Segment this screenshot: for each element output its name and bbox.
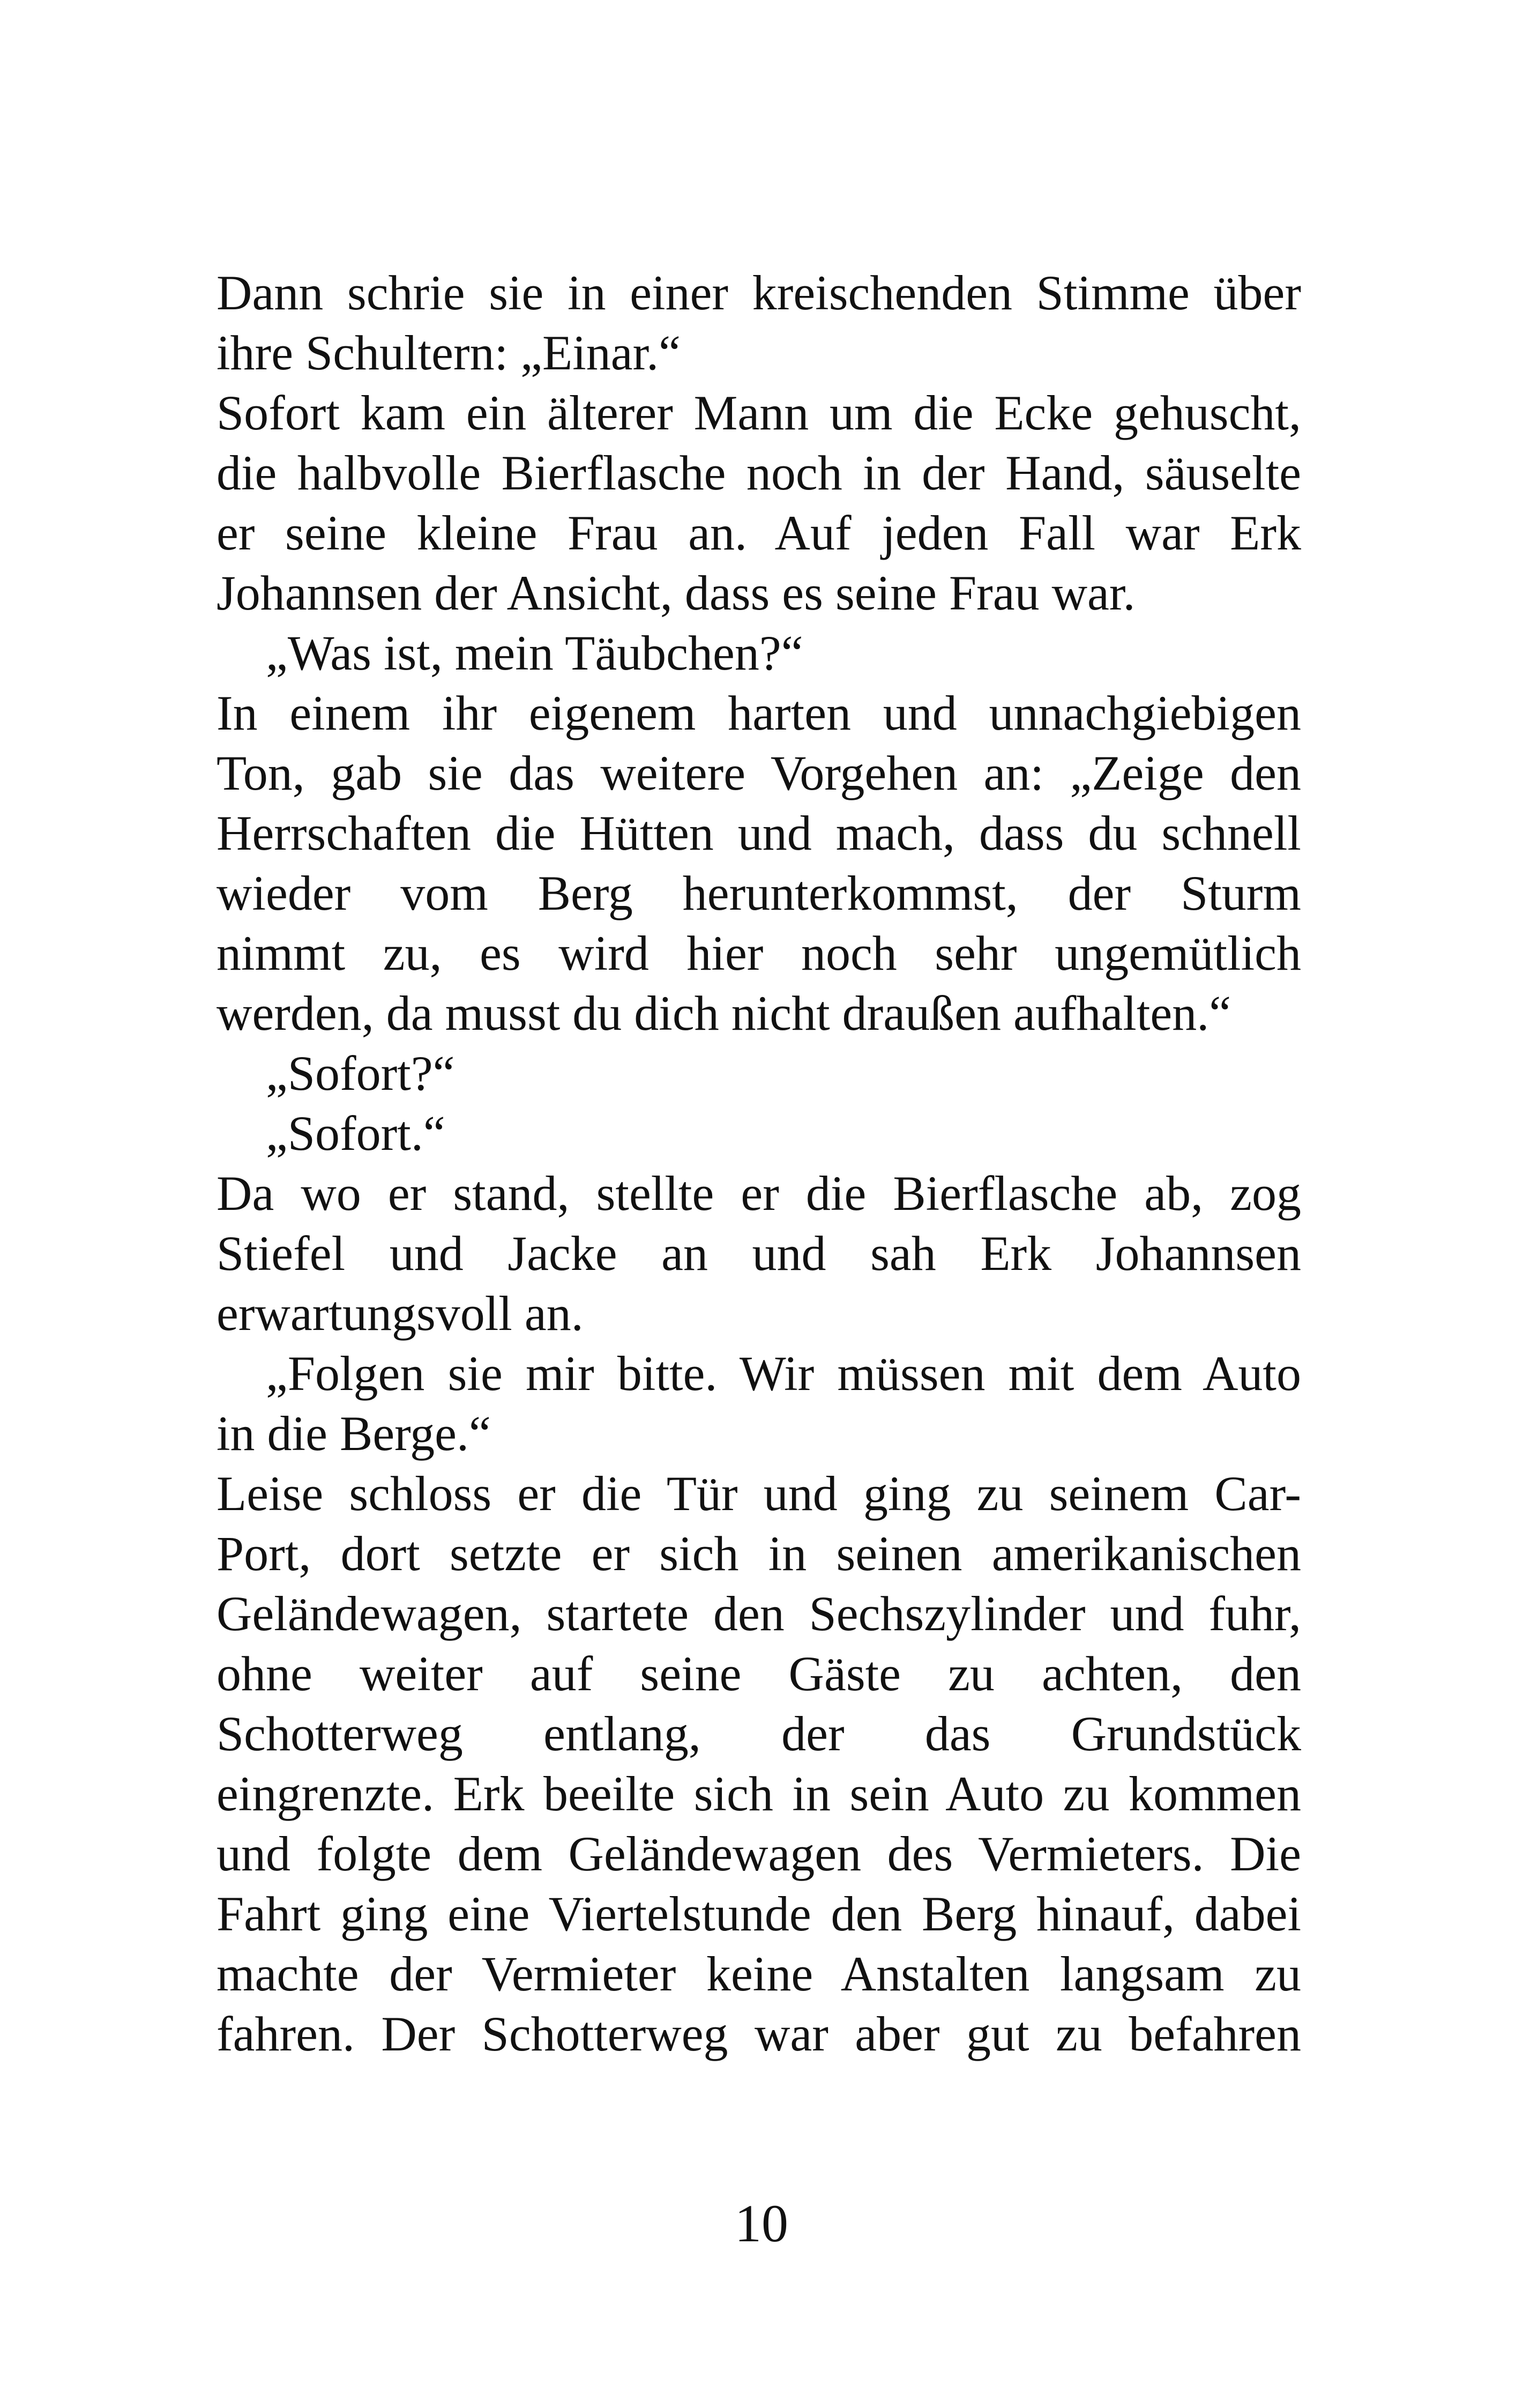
text-line: nimmt zu, es wird hier noch sehr ungemütlich <box>216 926 1301 980</box>
text-line: Geländewagen, startete den Sechszylinder und fuhr, <box>216 1586 1301 1641</box>
text-line: die halbvolle Bierflasche noch in der Hand, säuselte <box>216 445 1301 500</box>
text-line: Port, dort setzte er sich in seinen amerikanischen <box>216 1526 1301 1581</box>
text-line: Dann schrie sie in einer kreischenden Stimme über <box>216 265 1301 320</box>
text-line: „Folgen sie mir bitte. Wir müssen mit dem Auto <box>266 1346 1301 1401</box>
text-line: erwartungsvoll an. <box>216 1286 584 1341</box>
text-line: „Sofort.“ <box>266 1106 445 1161</box>
text-line: werden, da musst du dich nicht draußen aufhalten.“ <box>216 986 1231 1041</box>
text-line: Fahrt ging eine Viertelstunde den Berg hinauf, dabei <box>216 1886 1301 1941</box>
text-line: wieder vom Berg herunterkommst, der Sturm <box>216 866 1301 920</box>
text-line: Leise schloss er die Tür und ging zu seinem Car- <box>216 1466 1301 1521</box>
text-line: machte der Vermieter keine Anstalten langsam zu <box>216 1946 1301 2001</box>
text-line: fahren. Der Schotterweg war aber gut zu befahren <box>216 2006 1301 2061</box>
text-line: „Sofort?“ <box>266 1046 455 1101</box>
text-line: Da wo er stand, stellte er die Bierflasche ab, zog <box>216 1166 1301 1221</box>
text-line: eingrenzte. Erk beeilte sich in sein Auto zu kommen <box>216 1766 1301 1821</box>
text-line: er seine kleine Frau an. Auf jeden Fall war Erk <box>216 506 1301 560</box>
text-line: Schotterweg entlang, der das Grundstück <box>216 1706 1301 1761</box>
text-line: und folgte dem Geländewagen des Vermieters. Die <box>216 1826 1301 1881</box>
body-text <box>216 263 1301 2064</box>
text-line: „Was ist, mein Täubchen?“ <box>266 626 803 680</box>
text-line: Ton, gab sie das weitere Vorgehen an: „Zeige den <box>216 746 1301 800</box>
text-line: Herrschaften die Hütten und mach, dass du schnell <box>216 806 1301 860</box>
page-number: 10 <box>735 2194 788 2253</box>
text-line: Sofort kam ein älterer Mann um die Ecke gehuscht, <box>216 385 1301 440</box>
text-line: ihre Schultern: „Einar.“ <box>216 325 681 380</box>
text-line: in die Berge.“ <box>216 1406 491 1461</box>
text-line: ohne weiter auf seine Gäste zu achten, den <box>216 1646 1301 1701</box>
text-line: In einem ihr eigenem harten und unnachgiebigen <box>216 686 1301 740</box>
text-line: Johannsen der Ansicht, dass es seine Frau war. <box>216 566 1136 620</box>
text-line: Stiefel und Jacke an und sah Erk Johannsen <box>216 1226 1301 1281</box>
